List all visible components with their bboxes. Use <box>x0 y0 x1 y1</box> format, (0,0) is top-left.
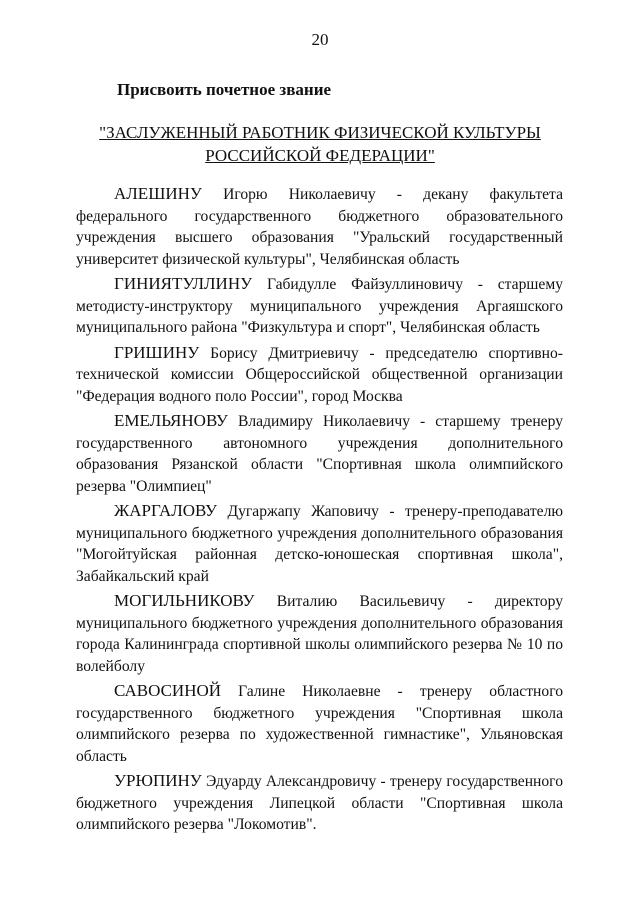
awardee-details: Эдуарду Александровичу - тренеру государственного бюджетного учреждения Липецкой области "Спортивная школа олимпийского резерва "Локомотив". <box>76 773 563 833</box>
awardee-details: Дугаржапу Жаповичу - тренеру-преподавателю муниципального бюджетного учреждения дополнительного образования "Могойтуйская районная детско-юношеская спортивная школа", Забайкальский край <box>76 503 563 585</box>
awardee-list <box>76 183 563 839</box>
awardee-surname: МОГИЛЬНИКОВУ <box>114 591 255 610</box>
awardee-entry <box>76 183 563 270</box>
awardee-surname: АЛЕШИНУ <box>114 184 202 203</box>
awardee-entry <box>76 680 563 767</box>
awardee-surname: САВОСИНОЙ <box>114 681 222 700</box>
awardee-entry <box>76 273 563 339</box>
heading: Присвоить почетное звание <box>117 80 332 99</box>
awardee-surname: ГИНИЯТУЛЛИНУ <box>114 274 253 293</box>
awardee-entry <box>76 342 563 408</box>
awardee-entry <box>76 590 563 677</box>
awardee-details: Галине Николаевне - тренеру областного государственного бюджетного учреждения "Спортивная школа олимпийского резерва по художественной гимнастике", Ульяновская область <box>76 683 563 765</box>
awardee-surname: УРЮПИНУ <box>114 771 202 790</box>
page-number: 20 <box>311 30 329 49</box>
awardee-details: Габидулле Файзуллиновичу - старшему методисту-инструктору муниципального учреждения Аргаяшского муниципального района "Физкультура и спорт", Челябинская область <box>76 276 563 336</box>
awardee-surname: ЕМЕЛЬЯНОВУ <box>114 411 228 430</box>
award-title-line-1: "ЗАСЛУЖЕННЫЙ РАБОТНИК ФИЗИЧЕСКОЙ КУЛЬТУРЫ <box>99 123 541 142</box>
awardee-details: Борису Дмитриевичу - председателю спортивно-технической комиссии Общероссийской общественной организации "Федерация водного поло России", город Москва <box>76 344 563 405</box>
awardee-surname: ГРИШИНУ <box>114 342 200 362</box>
awardee-details: Игорю Николаевичу - декану факультета федерального государственного бюджетного образовательного учреждения высшего образования "Уральский государственный университет физической культуры", Челябинская область <box>76 186 563 268</box>
awardee-entry <box>76 500 563 587</box>
award-title-line-2: РОССИЙСКОЙ ФЕДЕРАЦИИ" <box>205 146 435 165</box>
awardee-details: Владимиру Николаевичу - старшему тренеру государственного автономного учреждения дополнительного образования Рязанской области "Спортивная школа олимпийского резерва "Олимпиец" <box>76 413 563 495</box>
award-title <box>76 121 564 167</box>
awardee-entry <box>76 410 563 497</box>
awardee-surname: ЖАРГАЛОВУ <box>114 501 218 520</box>
awardee-entry <box>76 770 563 836</box>
awardee-details: Виталию Васильевичу - директору муниципального бюджетного учреждения дополнительного образования города Калининграда спортивной школы олимпийского резерва № 10 по волейболу <box>76 593 563 675</box>
